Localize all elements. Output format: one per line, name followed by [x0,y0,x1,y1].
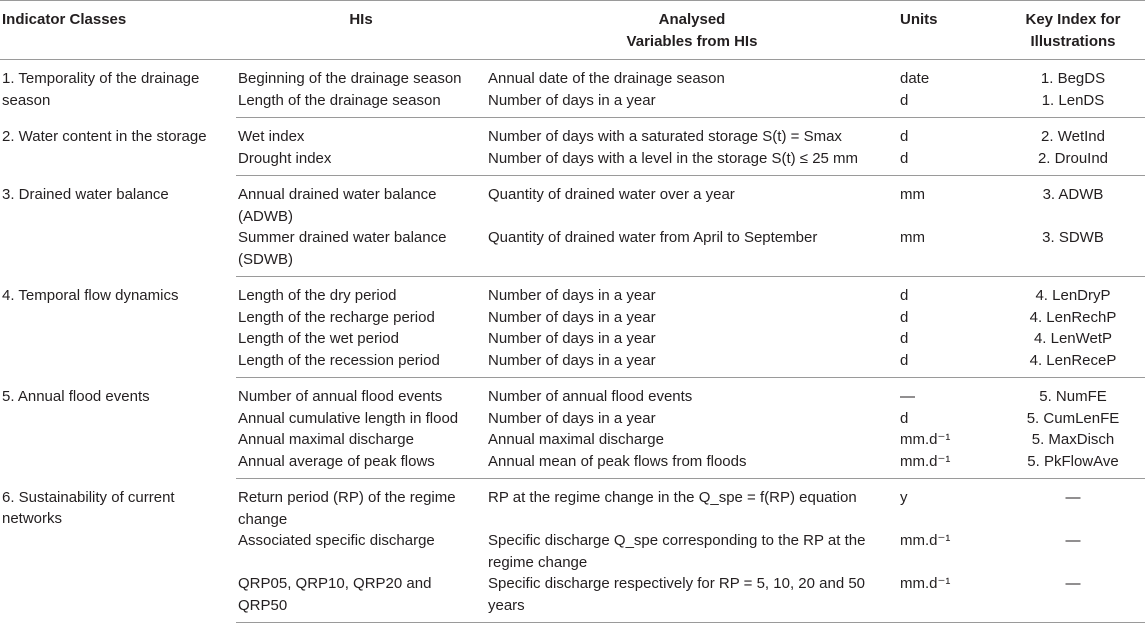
key-cell: 4. LenDryP [1035,287,1111,304]
indicator-class: 3. Drained water balance [2,185,169,203]
hi-cell: Length of the dry period [238,287,397,304]
header-key-index: Key Index for Illustrations [1001,1,1145,60]
key-cell: 5. NumFE [1039,388,1107,405]
variable-cell: Number of days in a year [486,90,898,118]
indicator-class: 2. Water content in the storage [2,127,207,145]
indicator-group [0,479,1145,623]
indicator-group [0,60,1145,118]
variable-cell: Number of days in a year [486,350,898,378]
variable-cell: Number of days with a level in the storage S(t) ≤ 25 mm [486,148,898,176]
key-cell: 5. CumLenFE [1026,409,1120,427]
unit-cell: d [898,350,1001,378]
key-cell: 5. MaxDisch [1031,431,1115,448]
key-cell: — [1001,573,1145,623]
key-cell: 4. LenReceP [1001,350,1145,378]
hi-cell: Drought index [236,148,486,176]
indicator-group [0,277,1145,378]
table-row [0,118,1145,148]
variable-cell: Specific discharge respectively for RP = 5, 10, 20 and 50 years [486,573,898,623]
hi-cell: Beginning of the drainage season [238,70,462,87]
variable-cell: Number of annual flood events [488,388,693,405]
variable-cell: Annual date of the drainage season [488,70,725,87]
unit-cell: d [900,287,909,304]
indicator-class: 6. Sustainability of current networks [2,488,175,527]
unit-cell: d [900,308,909,326]
variable-cell: Number of days in a year [488,409,656,427]
table-row [0,479,1145,531]
hi-cell: Length of the recession period [236,350,486,378]
unit-cell: mm.d⁻¹ [900,532,951,549]
variable-cell: Annual mean of peak flows from floods [486,451,898,479]
unit-cell: date [900,70,930,87]
hi-cell: Annual average of peak flows [236,451,486,479]
variable-cell: Number of days with a saturated storage S(t) = Smax [488,128,842,145]
variable-cell: Specific discharge Q_spe corresponding to the RP at the regime change [488,532,866,571]
header-analysed-variables: Analysed Variables from HIs [486,1,898,60]
unit-cell: mm.d⁻¹ [898,451,1001,479]
header-units: Units [898,1,1001,60]
variable-cell: Quantity of drained water from April to September [486,227,898,277]
table-row [0,378,1145,408]
key-cell: 4. LenWetP [1033,330,1113,347]
unit-cell: mm.d⁻¹ [898,573,1001,623]
indicator-class: 5. Annual flood events [2,387,150,405]
unit-cell: d [900,409,909,427]
key-cell: 3. SDWB [1001,227,1145,277]
table-header [0,1,1145,60]
hi-cell: Length of the wet period [238,330,399,347]
key-cell: 2. DrouInd [1001,148,1145,176]
variable-cell: Number of days in a year [488,330,656,347]
hi-cell: Wet index [238,128,305,145]
header-his: HIs [236,1,486,60]
table-row [0,277,1145,307]
key-cell: 1. BegDS [1040,70,1106,87]
unit-cell: d [898,148,1001,176]
unit-cell: d [898,90,1001,118]
table-row [0,60,1145,90]
unit-cell: mm [900,186,925,203]
unit-cell: mm [898,227,1001,277]
unit-cell: mm.d⁻¹ [900,431,951,448]
variable-cell: Annual maximal discharge [488,431,664,448]
unit-cell: y [900,489,908,506]
key-cell: 3. ADWB [1042,186,1104,203]
hi-cell: Length of the recharge period [238,308,435,326]
header-indicator-classes: Indicator Classes [0,1,236,60]
key-cell: 5. PkFlowAve [1001,451,1145,479]
table-row [0,176,1145,228]
key-cell: — [1065,489,1081,506]
variable-cell: Quantity of drained water over a year [488,186,735,203]
unit-cell: d [900,128,909,145]
key-cell: 2. WetInd [1041,128,1105,145]
indicator-class: 4. Temporal flow dynamics [2,286,179,304]
indicator-class: 1. Temporality of the drainage season [2,70,200,109]
hi-cell: Associated specific discharge [238,532,435,549]
hi-cell: Length of the drainage season [236,90,486,118]
variable-cell: Number of days in a year [488,287,656,304]
unit-cell: — [900,388,915,405]
unit-cell: d [900,330,909,347]
indicator-group [0,118,1145,176]
variable-cell: RP at the regime change in the Q_spe = f(RP) equation [488,489,857,506]
indicator-group [0,176,1145,277]
hi-cell: Summer drained water balance (SDWB) [236,227,486,277]
indicator-group [0,378,1145,479]
hi-cell: Annual cumulative length in flood [238,409,459,427]
hi-cell: Annual maximal discharge [238,431,414,448]
key-cell: 1. LenDS [1001,90,1145,118]
key-cell: — [1065,532,1081,549]
key-cell: 4. LenRechP [1029,308,1117,326]
hi-cell: Annual drained water balance (ADWB) [238,186,437,225]
variable-cell: Number of days in a year [488,308,656,326]
hi-cell: Return period (RP) of the regime change [238,489,456,528]
hi-cell: Number of annual flood events [238,388,443,405]
hi-cell: QRP05, QRP10, QRP20 and QRP50 [236,573,486,623]
